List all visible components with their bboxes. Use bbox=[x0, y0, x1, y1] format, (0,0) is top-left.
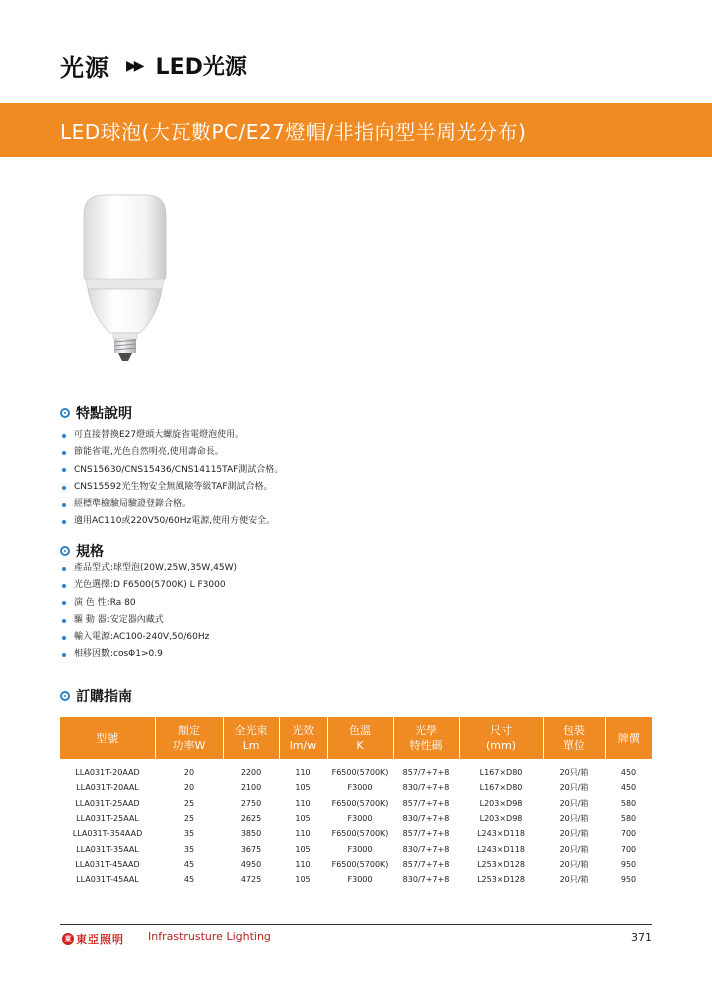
table-cell: LLA031T-354AAD bbox=[72, 829, 143, 839]
list-item bbox=[60, 595, 237, 612]
table-cell: F6500(5700K) bbox=[331, 829, 389, 839]
column-header-line1: 色溫 bbox=[349, 724, 371, 737]
list-item-text: 產品型式:球型泡(20W,25W,35W,45W) bbox=[74, 563, 238, 573]
list-item bbox=[60, 577, 237, 594]
list-item-text: 經標準檢驗局驗證登錄合格。 bbox=[74, 499, 192, 510]
order-table bbox=[60, 717, 652, 887]
list-item-text: 節能省電,光色自然明亮,使用壽命長。 bbox=[74, 447, 224, 458]
bullet-dot-icon bbox=[62, 619, 66, 623]
bullet-dot-icon bbox=[62, 636, 66, 640]
section-bullet-icon bbox=[60, 691, 70, 701]
table-cell: LLA031T-25AAD bbox=[75, 798, 140, 808]
table-cell: 857/7+7+8 bbox=[402, 859, 450, 869]
brand-name: 東亞照明 bbox=[76, 933, 124, 946]
table-cell: L167×D80 bbox=[479, 768, 523, 778]
table-cell: 857/7+7+8 bbox=[402, 768, 450, 778]
table-row bbox=[60, 780, 652, 795]
column-header-line1: 型號 bbox=[96, 731, 119, 745]
table-cell: 105 bbox=[295, 875, 311, 885]
column-header-line1: 全光束 bbox=[234, 724, 268, 737]
table-cell: 20 bbox=[183, 783, 195, 793]
breadcrumb bbox=[60, 48, 247, 83]
table-cell: 20只/箱 bbox=[559, 859, 589, 869]
column-header-line2: (mm) bbox=[485, 739, 516, 752]
table-cell: 20只/箱 bbox=[559, 783, 589, 793]
column-header-line1: 包裝 bbox=[563, 724, 585, 737]
table-cell: F3000 bbox=[347, 814, 373, 824]
column-header-line2: 特性碼 bbox=[409, 739, 443, 752]
section-bullet-icon bbox=[60, 408, 70, 418]
table-cell: F3000 bbox=[347, 844, 373, 854]
footer-divider bbox=[60, 924, 652, 925]
table-cell: 20只/箱 bbox=[559, 768, 589, 778]
table-cell: 110 bbox=[295, 798, 311, 808]
table-cell: 830/7+7+8 bbox=[402, 875, 450, 885]
list-item bbox=[60, 462, 283, 479]
column-header-line2: lm/w bbox=[289, 739, 317, 752]
table-cell: 3675 bbox=[240, 844, 262, 854]
table-cell: 20只/箱 bbox=[559, 798, 589, 808]
list-item bbox=[60, 479, 283, 496]
column-header bbox=[223, 717, 279, 759]
section-bullet-icon bbox=[60, 546, 70, 556]
table-cell: 110 bbox=[295, 829, 311, 839]
table-cell: 830/7+7+8 bbox=[402, 783, 450, 793]
column-header-line2: 功率W bbox=[172, 739, 206, 752]
table-cell: 3850 bbox=[240, 829, 262, 839]
table-cell: 25 bbox=[183, 798, 195, 808]
bullet-dot-icon bbox=[62, 653, 66, 657]
list-item bbox=[60, 629, 237, 646]
table-cell: 2750 bbox=[240, 798, 262, 808]
table-cell: 20只/箱 bbox=[559, 875, 589, 885]
table-cell: LLA031T-20AAL bbox=[76, 783, 139, 793]
column-header-line2: K bbox=[356, 739, 364, 752]
breadcrumb-subcategory: LED光源 bbox=[155, 55, 247, 80]
table-cell: L203×D98 bbox=[479, 814, 523, 824]
table-cell: 105 bbox=[295, 844, 311, 854]
order-heading-text: 訂購指南 bbox=[76, 689, 132, 705]
table-cell: F6500(5700K) bbox=[331, 859, 389, 869]
brand-logo bbox=[62, 931, 124, 947]
list-item-text: 輸入電源:AC100-240V,50/60Hz bbox=[74, 632, 210, 643]
list-item-text: CNS15592光生物安全無風險等級TAF測試合格。 bbox=[74, 481, 273, 492]
table-cell: 700 bbox=[620, 829, 637, 839]
features-heading-text: 特點說明 bbox=[76, 406, 132, 422]
list-item-text: 適用AC110或220V50/60Hz電源,使用方便安全。 bbox=[74, 516, 276, 527]
table-cell: 857/7+7+8 bbox=[402, 798, 450, 808]
table-cell: LLA031T-35AAL bbox=[76, 844, 139, 854]
table-row bbox=[60, 841, 652, 856]
bullet-dot-icon bbox=[62, 434, 66, 438]
table-cell: 450 bbox=[620, 768, 637, 778]
table-cell: 20只/箱 bbox=[559, 829, 589, 839]
list-item bbox=[60, 646, 237, 663]
table-cell: 2100 bbox=[240, 783, 262, 793]
bullet-dot-icon bbox=[62, 468, 66, 472]
table-cell: 2200 bbox=[240, 768, 262, 778]
page-number: 371 bbox=[631, 931, 652, 944]
brand-tagline: Infrastrusture Lighting bbox=[148, 930, 271, 943]
bullet-dot-icon bbox=[62, 503, 66, 507]
table-cell: F3000 bbox=[347, 783, 373, 793]
list-item bbox=[60, 513, 283, 530]
table-cell: 580 bbox=[620, 814, 637, 824]
column-header bbox=[393, 717, 459, 759]
table-row bbox=[60, 811, 652, 826]
column-header bbox=[279, 717, 327, 759]
table-cell: 950 bbox=[620, 875, 637, 885]
table-cell: 110 bbox=[295, 768, 311, 778]
bullet-dot-icon bbox=[62, 567, 66, 571]
table-header-row bbox=[60, 717, 652, 759]
column-header-line1: 光學 bbox=[415, 724, 437, 737]
table-body bbox=[60, 759, 652, 887]
table-cell: 25 bbox=[183, 814, 195, 824]
list-item bbox=[60, 560, 237, 577]
list-item-text: CNS15630/CNS15436/CNS14115TAF測試合格。 bbox=[74, 464, 284, 475]
specs-list bbox=[60, 560, 237, 664]
list-item-text: 演 色 性:Ra 80 bbox=[74, 597, 136, 608]
table-cell: 20只/箱 bbox=[559, 844, 589, 854]
table-cell: 2625 bbox=[240, 814, 262, 824]
table-cell: 857/7+7+8 bbox=[402, 829, 450, 839]
features-list bbox=[60, 427, 283, 531]
page-title: LED球泡(大瓦數PC/E27燈帽/非指向型半周光分布) bbox=[60, 119, 527, 144]
list-item-text: 光色選擇:D F6500(5700K) L F3000 bbox=[74, 580, 226, 591]
table-cell: LLA031T-45AAL bbox=[76, 875, 139, 885]
column-header bbox=[60, 717, 155, 759]
table-cell: LLA031T-45AAD bbox=[75, 859, 140, 869]
table-cell: 45 bbox=[183, 875, 195, 885]
table-cell: F6500(5700K) bbox=[331, 768, 389, 778]
table-cell: 110 bbox=[295, 859, 311, 869]
table-cell: 950 bbox=[620, 859, 637, 869]
table-cell: LLA031T-25AAL bbox=[76, 814, 139, 824]
table-cell: 830/7+7+8 bbox=[402, 814, 450, 824]
table-cell: 45 bbox=[183, 859, 195, 869]
column-header bbox=[605, 717, 652, 759]
bullet-dot-icon bbox=[62, 601, 66, 605]
table-cell: L243×D118 bbox=[477, 829, 525, 839]
features-heading bbox=[60, 403, 132, 423]
list-item bbox=[60, 427, 283, 444]
bullet-dot-icon bbox=[62, 451, 66, 455]
table-cell: 700 bbox=[620, 844, 637, 854]
table-cell: L243×D118 bbox=[477, 844, 525, 854]
list-item bbox=[60, 496, 283, 513]
table-row bbox=[60, 857, 652, 872]
list-item bbox=[60, 444, 283, 461]
brand-mark-icon: 東 bbox=[62, 933, 74, 945]
list-item-text: 可直接替換E27燈頭大螺旋省電燈泡使用。 bbox=[74, 430, 245, 440]
bullet-dot-icon bbox=[62, 584, 66, 588]
table-cell: F6500(5700K) bbox=[331, 798, 389, 808]
table-row bbox=[60, 759, 652, 780]
table-row bbox=[60, 796, 652, 811]
double-arrow-icon: ▶▶ bbox=[126, 57, 142, 74]
table-cell: F3000 bbox=[347, 875, 373, 885]
order-heading bbox=[60, 686, 132, 706]
column-header-line1: 光效 bbox=[292, 724, 314, 737]
table-cell: 105 bbox=[295, 783, 311, 793]
table-row bbox=[60, 872, 652, 887]
bullet-dot-icon bbox=[62, 520, 66, 524]
breadcrumb-category: 光源 bbox=[60, 54, 110, 82]
table-cell: 830/7+7+8 bbox=[402, 844, 450, 854]
table-row bbox=[60, 826, 652, 841]
title-banner bbox=[0, 103, 712, 157]
table-cell: L253×D128 bbox=[477, 875, 525, 885]
specs-heading bbox=[60, 541, 104, 561]
column-header-line1: 額定 bbox=[178, 724, 200, 737]
specs-heading-text: 規格 bbox=[76, 544, 104, 560]
table-cell: 20只/箱 bbox=[559, 814, 589, 824]
column-header-line2: Lm bbox=[242, 739, 260, 752]
column-header bbox=[327, 717, 393, 759]
table-cell: 580 bbox=[620, 798, 637, 808]
table-cell: L167×D80 bbox=[479, 783, 523, 793]
column-header bbox=[543, 717, 605, 759]
table-cell: 4950 bbox=[240, 859, 262, 869]
list-item-text: 相移因數:cosΦ1>0.9 bbox=[74, 649, 163, 660]
table-cell: L203×D98 bbox=[479, 798, 523, 808]
table-cell: 105 bbox=[295, 814, 311, 824]
table-cell: 35 bbox=[183, 829, 195, 839]
table-cell: LLA031T-20AAD bbox=[75, 768, 140, 778]
bullet-dot-icon bbox=[62, 486, 66, 490]
table-cell: L253×D128 bbox=[477, 859, 525, 869]
list-item bbox=[60, 612, 237, 629]
list-item-text: 驅 動 器:安定器內藏式 bbox=[74, 614, 164, 625]
column-header bbox=[459, 717, 543, 759]
column-header bbox=[155, 717, 223, 759]
table-cell: 450 bbox=[620, 783, 637, 793]
column-header-line2: 單位 bbox=[563, 739, 585, 752]
table-cell: 20 bbox=[183, 768, 195, 778]
table-cell: 35 bbox=[183, 844, 195, 854]
column-header-line1: 牌價 bbox=[617, 731, 640, 745]
table-cell: 4725 bbox=[240, 875, 262, 885]
led-bulb-image bbox=[70, 185, 180, 365]
column-header-line1: 尺寸 bbox=[490, 724, 512, 737]
